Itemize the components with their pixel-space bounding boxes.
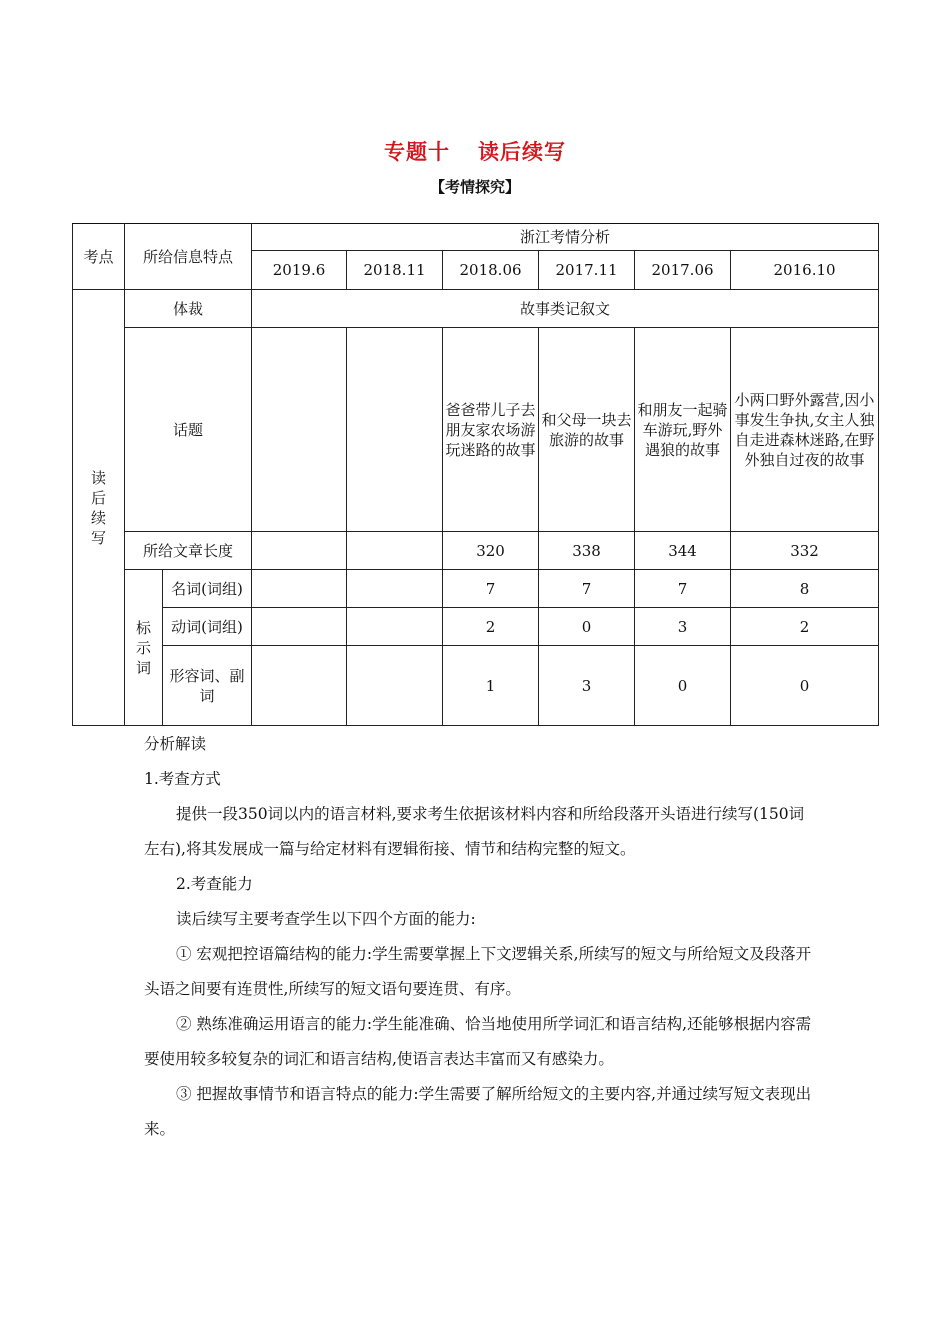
analysis-heading: 分析解读 — [144, 735, 207, 753]
marker-cell — [252, 570, 347, 608]
marker-cell: 0 — [539, 608, 635, 646]
ability-item-1: ① 宏观把控语篇结构的能力:学生需要掌握上下文逻辑关系,所续写的短文与所给短文及段落开头语之间要有连贯性,所续写的短文语句要连贯、有序。 — [144, 945, 812, 998]
length-cell: 338 — [539, 532, 635, 570]
section2-intro: 读后续写主要考查学生以下四个方面的能力: — [176, 910, 476, 928]
length-cell: 320 — [443, 532, 539, 570]
section1-text: 提供一段350词以内的语言材料,要求考生依据该材料内容和所给段落开头语进行续写(150词左右),将其发展成一篇与给定材料有逻辑衔接、情节和结构完整的短文。 — [144, 805, 805, 858]
topic-cell — [252, 328, 347, 532]
marker-cell: 0 — [635, 646, 731, 726]
section2-heading: 2.考查能力 — [176, 875, 253, 893]
year-cell: 2017.06 — [635, 251, 731, 290]
marker-cell — [252, 608, 347, 646]
header-info: 所给信息特点 — [125, 224, 252, 290]
section1-heading: 1.考查方式 — [144, 770, 221, 788]
ability-item-2: ② 熟练准确运用语言的能力:学生能准确、恰当地使用所学词汇和语言结构,还能够根据内容需要使用较多较复杂的词汇和语言结构,使语言表达丰富而又有感染力。 — [144, 1015, 812, 1068]
topic-cell: 爸爸带儿子去朋友家农场游玩迷路的故事 — [443, 328, 539, 532]
year-cell: 2016.10 — [731, 251, 879, 290]
marker-cell — [347, 608, 443, 646]
page-title — [0, 136, 950, 166]
length-cell: 344 — [635, 532, 731, 570]
topic-cell: 小两口野外露营,因小事发生争执,女主人独自走进森林迷路,在野外独自过夜的故事 — [731, 328, 879, 532]
year-cell: 2018.11 — [347, 251, 443, 290]
kaodian-text: 读后续写 — [90, 468, 106, 547]
header-kaodian: 考点 — [73, 224, 125, 290]
year-cell: 2019.6 — [252, 251, 347, 290]
year-cell: 2018.06 — [443, 251, 539, 290]
analysis-section — [144, 727, 814, 1147]
year-cell: 2017.11 — [539, 251, 635, 290]
marker-label — [125, 570, 163, 726]
marker-cell — [347, 570, 443, 608]
marker-adj-label: 形容词、副词 — [163, 646, 252, 726]
marker-text: 标示词 — [135, 618, 151, 677]
marker-cell: 3 — [539, 646, 635, 726]
length-label: 所给文章长度 — [125, 532, 252, 570]
exam-analysis-table — [72, 223, 879, 726]
marker-cell: 1 — [443, 646, 539, 726]
genre-value: 故事类记叙文 — [252, 290, 879, 328]
topic-label: 话题 — [125, 328, 252, 532]
length-cell: 332 — [731, 532, 879, 570]
marker-cell: 7 — [443, 570, 539, 608]
kaodian-value — [73, 290, 125, 726]
marker-cell: 2 — [731, 608, 879, 646]
marker-cell — [252, 646, 347, 726]
marker-cell — [347, 646, 443, 726]
marker-verb-label: 动词(词组) — [163, 608, 252, 646]
marker-cell: 2 — [443, 608, 539, 646]
marker-cell: 0 — [731, 646, 879, 726]
title-part2: 读后续写 — [478, 139, 566, 164]
topic-cell: 和父母一块去旅游的故事 — [539, 328, 635, 532]
length-cell — [252, 532, 347, 570]
header-zhejiang: 浙江考情分析 — [252, 224, 879, 251]
marker-cell: 7 — [539, 570, 635, 608]
topic-cell: 和朋友一起骑车游玩,野外遇狼的故事 — [635, 328, 731, 532]
section-subtitle: 【考情探究】 — [429, 178, 520, 196]
length-cell — [347, 532, 443, 570]
marker-cell: 8 — [731, 570, 879, 608]
marker-cell: 3 — [635, 608, 731, 646]
genre-label: 体裁 — [125, 290, 252, 328]
marker-noun-label: 名词(词组) — [163, 570, 252, 608]
topic-cell — [347, 328, 443, 532]
ability-item-3: ③ 把握故事情节和语言特点的能力:学生需要了解所给短文的主要内容,并通过续写短文表现出来。 — [144, 1085, 812, 1138]
title-part1: 专题十 — [384, 139, 450, 164]
marker-cell: 7 — [635, 570, 731, 608]
